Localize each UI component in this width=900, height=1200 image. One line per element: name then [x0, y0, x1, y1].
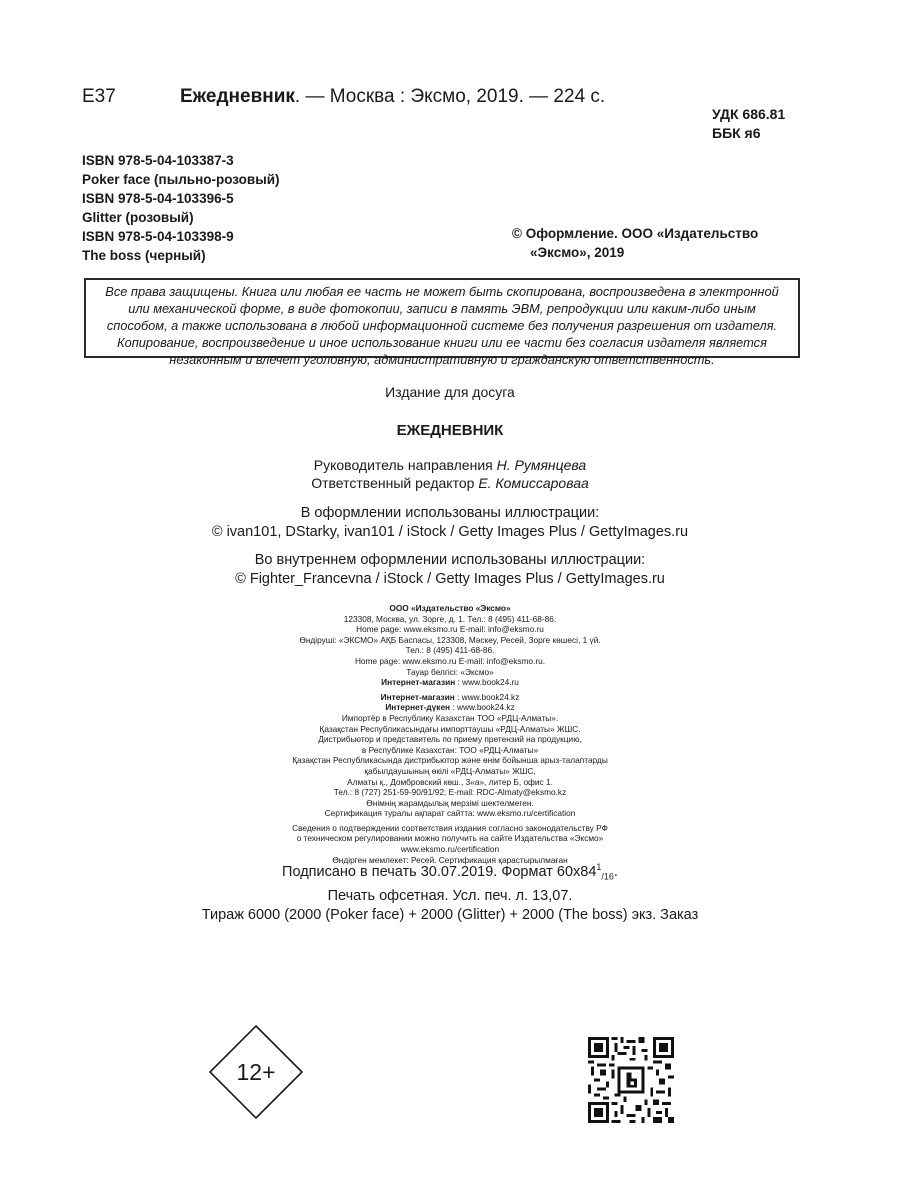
isbn-variant: Glitter (розовый) [82, 210, 194, 225]
format-sup: 1 [596, 862, 602, 872]
importer-line: Алматы қ., Домбровский көш., 3«а», литер Б, офис 1. [347, 776, 553, 787]
certification-line: www.eksmo.ru/certification [400, 844, 500, 855]
print-info [0, 858, 900, 925]
inner-illustration-sources: © Fighter_Francevna / iStock / Getty Images Plus / GettyImages.ru [235, 571, 665, 587]
director-label: Руководитель направления [313, 457, 493, 473]
director-name: Н. Румянцева [496, 457, 587, 473]
rights-notice-box [84, 278, 800, 367]
editor-name: Е. Комиссароваа [478, 475, 589, 491]
editor-label: Ответственный редактор [311, 475, 475, 491]
bbk-code: ББК я6 [712, 125, 761, 141]
rights-line: или механической форме, в виде фотокопии, записи в память ЭВМ, репродукции или каким-либо иным [128, 301, 756, 316]
format-end: . [613, 863, 618, 880]
publisher-name: ООО «Издательство «Эксмо» [389, 603, 511, 613]
shop-label: Интернет-магазин [381, 677, 456, 688]
rights-line: Все права защищены. Книга или любая ее часть не может быть скопирована, воспроизведена в электронной [105, 284, 779, 299]
book-title: ЕЖЕДНЕВНИК [396, 422, 504, 439]
bibliographic-title [180, 86, 605, 108]
director-credit [0, 456, 900, 474]
book-title-bold: Ежедневник [180, 86, 295, 107]
classification-codes [712, 105, 785, 143]
rights-line: Копирование, воспроизведение и иное использование книги или ее части без согласия издателя является [117, 335, 767, 350]
signed-text: Подписано в печать 30.07.2019. Формат 60х84 [282, 863, 597, 880]
design-copyright [512, 224, 758, 262]
shop-label: Интернет-магазин [380, 691, 455, 702]
online-shop-kz [0, 692, 900, 703]
publisher-line: 123308, Москва, ул. Зорге, д. 1. Тел.: 8 (495) 411-68-86. [343, 613, 557, 624]
importer-line: қабылдаушының өкілі «РДЦ-Алматы» ЖШС, [364, 765, 536, 776]
shop-url: : www.book24.ru [455, 677, 519, 688]
isbn-line: ISBN 978-5-04-103396-5 [82, 191, 234, 206]
online-shop-kk [0, 702, 900, 713]
shop-url: : www.book24.kz [450, 702, 515, 713]
isbn-variant: Poker face (пыльно-розовый) [82, 172, 280, 187]
cover-illustration-sources: © ivan101, DStarky, ivan101 / iStock / Getty Images Plus / GettyImages.ru [211, 524, 689, 540]
publisher-line: Home page: www.eksmo.ru E-mail: info@eksmo.ru [356, 624, 544, 635]
isbn-list [82, 151, 280, 265]
importer-line: Импортёр в Республику Казахстан ТОО «РДЦ-Алматы». [341, 712, 559, 723]
bibliographic-rest: . — Москва : Эксмо, 2019. — 224 с. [294, 86, 606, 107]
isbn-variant: The boss (черный) [82, 248, 206, 263]
editor-credit [0, 474, 900, 492]
importer-line: Қазақстан Республикасындағы импорттаушы «РДЦ-Алматы» ЖШС. [319, 723, 581, 734]
library-code: Е37 [82, 86, 116, 107]
staff-credits [0, 456, 900, 492]
importer-line: Тел.: 8 (727) 251-59-90/91/92; E-mail: RDC-Almaty@eksmo.kz [333, 787, 567, 798]
importer-line: Сертификация туралы ақпарат сайтта: www.eksmo.ru/certification [324, 808, 576, 819]
qr-code-icon[interactable] [588, 1037, 674, 1123]
print-run-line: Тираж 6000 (2000 (Poker face) + 2000 (Glitter) + 2000 (The boss) экз. Заказ [201, 906, 699, 923]
online-shop-ru [0, 677, 900, 688]
rights-line: способом, а также использована в любой информационной системе без получения разрешения от издателя. [106, 318, 778, 333]
printing-line: Печать офсетная. Усл. печ. л. 13,07. [327, 887, 573, 904]
publisher-line: Home page: www.eksmo.ru E-mail: info@eksmo.ru. [354, 655, 546, 666]
cover-illustration-label: В оформлении использованы иллюстрации: [300, 505, 600, 521]
certification-line: Сведения о подтверждении соответствия издания согласно законодательству РФ [292, 822, 608, 833]
certification-line: Өндірген мемлекет: Ресей. Сертификация қарастырылмаған [332, 854, 568, 865]
signed-line [0, 858, 900, 887]
shop-label: Интернет-дүкен [385, 702, 451, 713]
cover-illustration-credits [0, 504, 900, 542]
publisher-line: Тел.: 8 (495) 411-68-86. [405, 645, 495, 656]
udk-code: УДК 686.81 [712, 106, 786, 122]
copyright-line-1: © Оформление. ООО «Издательство [512, 226, 759, 241]
inner-illustration-label: Во внутреннем оформлении использованы иллюстрации: [254, 552, 646, 568]
publisher-line: Өндіруші: «ЭКСМО» АҚБ Баспасы, 123308, Мәскеу, Ресей, Зорге көшесі, 1 үй. [299, 634, 601, 645]
rights-line: незаконным и влечет уголовную, административную и гражданскую ответственность. [169, 352, 715, 367]
importer-line: Қазақстан Республикасында дистрибьютор және өнім бойынша арыз-талаптарды [292, 755, 608, 766]
importer-line: Дистрибьютор и представитель по приему претензий на продукцию, [318, 734, 582, 745]
isbn-line: ISBN 978-5-04-103398-9 [82, 229, 234, 244]
format-sub: /16 [601, 871, 614, 882]
certification-line: о техническом регулировании можно получить на сайте Издательства «Эксмо» [296, 833, 604, 844]
publisher-info [0, 603, 900, 865]
shop-url: : www.book24.kz [454, 691, 520, 702]
copyright-line-2: «Эксмо», 2019 [530, 245, 625, 260]
importer-line: Өнімнің жарамдылық мерзімі шектелмеген. [366, 797, 534, 808]
edition-type: Издание для досуга [385, 384, 515, 400]
importer-line: в Республике Казахстан: ТОО «РДЦ-Алматы» [361, 744, 539, 755]
inner-illustration-credits [0, 551, 900, 589]
publisher-line: Тауар белгісі: «Эксмо» [406, 666, 494, 677]
age-rating: 12+ [236, 1058, 276, 1085]
isbn-line: ISBN 978-5-04-103387-3 [82, 153, 234, 168]
